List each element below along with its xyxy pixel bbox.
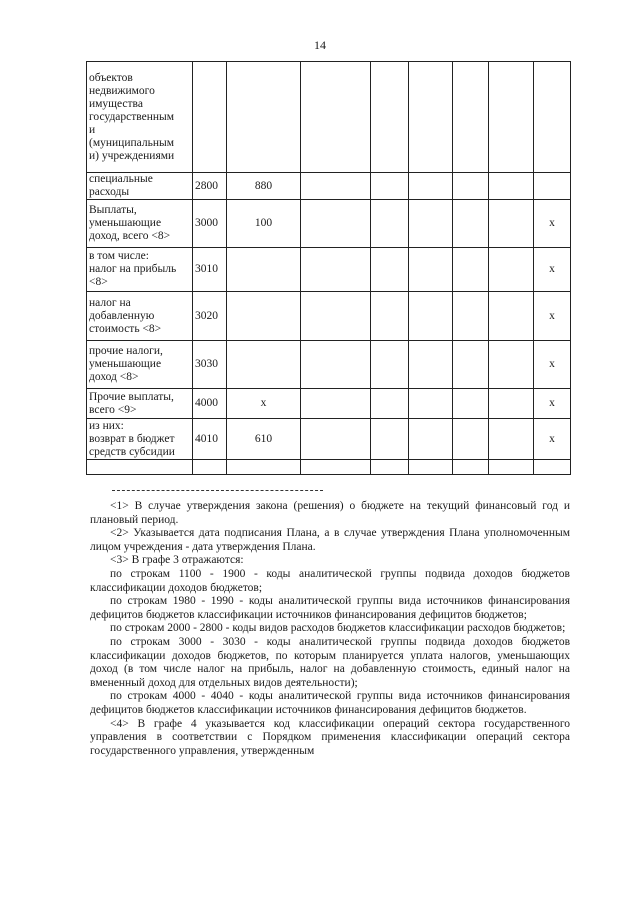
page-number: 14: [314, 38, 326, 52]
row-name: специальные расходы: [87, 173, 193, 200]
cell-col5: [371, 460, 409, 475]
footnote-2: <2> Указывается дата подписания Плана, а в случае утверждения Плана уполномоченным лицом учреждения - дата утверждения Плана.: [90, 527, 570, 553]
footnote-separator: [112, 490, 323, 491]
cell-col3: [227, 62, 301, 173]
cell-col7: [453, 173, 489, 200]
row-name: Прочие выплаты, всего <9>: [87, 389, 193, 419]
cell-col9: x: [534, 341, 571, 389]
cell-col7: [453, 460, 489, 475]
cell-col6: [409, 389, 453, 419]
row-code: 3000: [193, 200, 227, 248]
cell-col5: [371, 292, 409, 341]
cell-col4: [301, 173, 371, 200]
cell-col5: [371, 341, 409, 389]
table-row: [87, 173, 571, 200]
cell-col5: [371, 419, 409, 460]
cell-col7: [453, 62, 489, 173]
footnote-3-item: по строкам 1980 - 1990 - коды аналитической группы вида источников финансирования дефицитов бюджетов классификации источников финансирования дефицитов бюджетов;: [90, 595, 570, 621]
footnote-3-item: по строкам 1100 - 1900 - коды аналитической группы подвида доходов бюджетов классификации доходов бюджетов;: [90, 567, 570, 594]
cell-col3: [227, 341, 301, 389]
cell-col6: [409, 173, 453, 200]
cell-col4: [301, 341, 371, 389]
row-name: [87, 460, 193, 475]
cell-col5: [371, 173, 409, 200]
cell-col3: 880: [227, 173, 301, 200]
footnote-3-item: по строкам 4000 - 4040 - коды аналитической группы вида источников финансирования дефицитов бюджетов классификации источников финансирования дефицитов бюджетов.: [90, 690, 570, 716]
cell-col3: [227, 460, 301, 475]
cell-col3: [227, 248, 301, 292]
cell-col7: [453, 389, 489, 419]
cell-col8: [489, 419, 534, 460]
cell-col8: [489, 389, 534, 419]
row-code: 3030: [193, 341, 227, 389]
cell-col4: [301, 419, 371, 460]
cell-col7: [453, 200, 489, 248]
row-name: объектов недвижимого имущества государственным и (муниципальным и) учреждениями: [87, 62, 193, 173]
footnote-4: <4> В графе 4 указывается код классификации операций сектора государственного управления в соответствии с Порядком применения классификации операций сектора государственного управления, утвержденным: [90, 717, 570, 757]
cell-col6: [409, 460, 453, 475]
cell-col9: [534, 173, 571, 200]
footnote-3-item: по строкам 3000 - 3030 - коды аналитической группы подвида доходов бюджетов классификации доходов бюджетов, по которым планируется уплата налогов, уменьшающих доход (в том числе налог на прибыль, налог на добавленную стоимость, единый налог на вмененный доход для отдельных видов деятельности);: [90, 635, 570, 689]
table-row: [87, 419, 571, 460]
cell-col8: [489, 173, 534, 200]
footnote-1: <1> В случае утверждения закона (решения) о бюджете на текущий финансовый год и плановый период.: [90, 500, 570, 526]
cell-col8: [489, 248, 534, 292]
row-name: из них: возврат в бюджет средств субсидии: [87, 419, 193, 460]
row-code: 4000: [193, 389, 227, 419]
cell-col4: [301, 248, 371, 292]
cell-col8: [489, 341, 534, 389]
cell-col4: [301, 460, 371, 475]
cell-col6: [409, 419, 453, 460]
cell-col5: [371, 200, 409, 248]
cell-col9: [534, 62, 571, 173]
cell-col3: x: [227, 389, 301, 419]
cell-col4: [301, 292, 371, 341]
cell-col3: 610: [227, 419, 301, 460]
row-name: Выплаты, уменьшающие доход, всего <8>: [87, 200, 193, 248]
row-code: 4010: [193, 419, 227, 460]
cell-col7: [453, 292, 489, 341]
cell-col6: [409, 62, 453, 173]
table-row: [87, 389, 571, 419]
footnote-3-item: по строкам 2000 - 2800 - коды видов расходов бюджетов классификации расходов бюджетов;: [110, 622, 566, 635]
table-row: [87, 200, 571, 248]
cell-col8: [489, 62, 534, 173]
row-name: в том числе: налог на прибыль <8>: [87, 248, 193, 292]
budget-plan-table: [86, 61, 571, 475]
cell-col3: 100: [227, 200, 301, 248]
cell-col4: [301, 62, 371, 173]
row-code: 3010: [193, 248, 227, 292]
cell-col5: [371, 389, 409, 419]
cell-col3: [227, 292, 301, 341]
table-row: [87, 292, 571, 341]
cell-col7: [453, 419, 489, 460]
cell-col9: x: [534, 419, 571, 460]
cell-col7: [453, 248, 489, 292]
footnotes: [90, 500, 570, 758]
cell-col4: [301, 200, 371, 248]
cell-col8: [489, 200, 534, 248]
table-row: [87, 341, 571, 389]
cell-col9: x: [534, 292, 571, 341]
cell-col6: [409, 341, 453, 389]
cell-col9: x: [534, 248, 571, 292]
cell-col9: [534, 460, 571, 475]
row-name: прочие налоги, уменьшающие доход <8>: [87, 341, 193, 389]
cell-col5: [371, 62, 409, 173]
cell-col8: [489, 460, 534, 475]
cell-col8: [489, 292, 534, 341]
cell-col9: x: [534, 200, 571, 248]
table-row: [87, 460, 571, 475]
row-code: 2800: [193, 173, 227, 200]
cell-col5: [371, 248, 409, 292]
cell-col6: [409, 200, 453, 248]
cell-col9: x: [534, 389, 571, 419]
row-code: [193, 460, 227, 475]
cell-col6: [409, 292, 453, 341]
table-row: [87, 248, 571, 292]
row-code: [193, 62, 227, 173]
cell-col7: [453, 341, 489, 389]
row-code: 3020: [193, 292, 227, 341]
row-name: налог на добавленную стоимость <8>: [87, 292, 193, 341]
footnote-3: <3> В графе 3 отражаются:: [110, 554, 244, 567]
cell-col6: [409, 248, 453, 292]
cell-col4: [301, 389, 371, 419]
table-row: [87, 62, 571, 173]
